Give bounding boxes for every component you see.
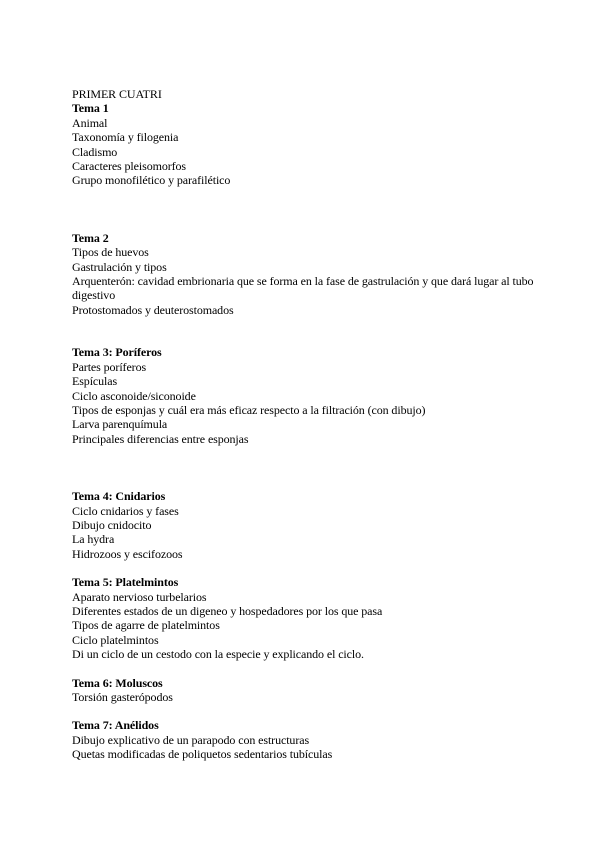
list-item: Larva parenquímula: [72, 417, 168, 432]
list-item: Diferentes estados de un digeneo y hospedadores por los que pasa: [72, 603, 383, 618]
list-item: Ciclo platelmintos: [72, 632, 159, 647]
list-item: Ciclo cnidarios y fases: [72, 503, 179, 518]
section-heading: Tema 5: Platelmintos: [72, 575, 179, 590]
section-heading: Tema 6: Moluscos: [72, 675, 163, 690]
list-item: Tipos de agarre de platelmintos: [72, 618, 220, 633]
list-item: Partes poríferos: [72, 359, 147, 374]
section-tema-5: [72, 575, 552, 661]
section-heading: Tema 3: Poríferos: [72, 345, 162, 360]
list-item: Grupo monofilético y parafilético: [72, 173, 231, 188]
list-item: Animal: [72, 115, 108, 130]
section-tema-1: [72, 101, 552, 187]
list-item: Ciclo asconoide/siconoide: [72, 388, 196, 403]
document-title: PRIMER CUATRI: [72, 87, 162, 101]
list-item: Gastrulación y tipos: [72, 259, 167, 274]
list-item: Tipos de huevos: [72, 245, 149, 260]
list-item: Principales diferencias entre esponjas: [72, 431, 249, 446]
section-tema-6: [72, 676, 552, 705]
list-item: Hidrozoos y escifozoos: [72, 546, 183, 561]
section-heading: Tema 2: [72, 230, 109, 245]
section-heading: Tema 7: Anélidos: [72, 718, 159, 733]
list-item: La hydra: [72, 532, 115, 547]
list-item: Tipos de esponjas y cuál era más eficaz respecto a la filtración (con dibujo): [72, 402, 426, 417]
list-item: Taxonomía y filogenia: [72, 130, 179, 145]
list-item: Dibujo cnidocito: [72, 517, 152, 532]
list-item: Quetas modificadas de poliquetos sedentarios tubículas: [72, 747, 333, 762]
list-item: Torsión gasterópodos: [72, 690, 173, 704]
list-item: Espículas: [72, 374, 118, 389]
list-item: Arquenterón: cavidad embrionaria que se forma en la fase de gastrulación y que dará lugar al tubo digestivo: [72, 274, 534, 303]
list-item: Dibujo explicativo de un parapodo con estructuras: [72, 732, 310, 747]
section-heading: Tema 1: [72, 101, 109, 116]
list-item: Aparato nervioso turbelarios: [72, 589, 207, 604]
section-tema-3: [72, 345, 552, 446]
document-page: [72, 87, 552, 762]
list-item: Di un ciclo de un cestodo con la especie y explicando el ciclo.: [72, 647, 364, 662]
list-item: Cladismo: [72, 144, 118, 159]
section-heading: Tema 4: Cnidarios: [72, 489, 166, 504]
section-tema-4: [72, 489, 552, 561]
section-tema-2: [72, 231, 552, 317]
list-item: Caracteres pleisomorfos: [72, 159, 186, 174]
list-item: Protostomados y deuterostomados: [72, 302, 234, 317]
section-tema-7: [72, 718, 552, 761]
